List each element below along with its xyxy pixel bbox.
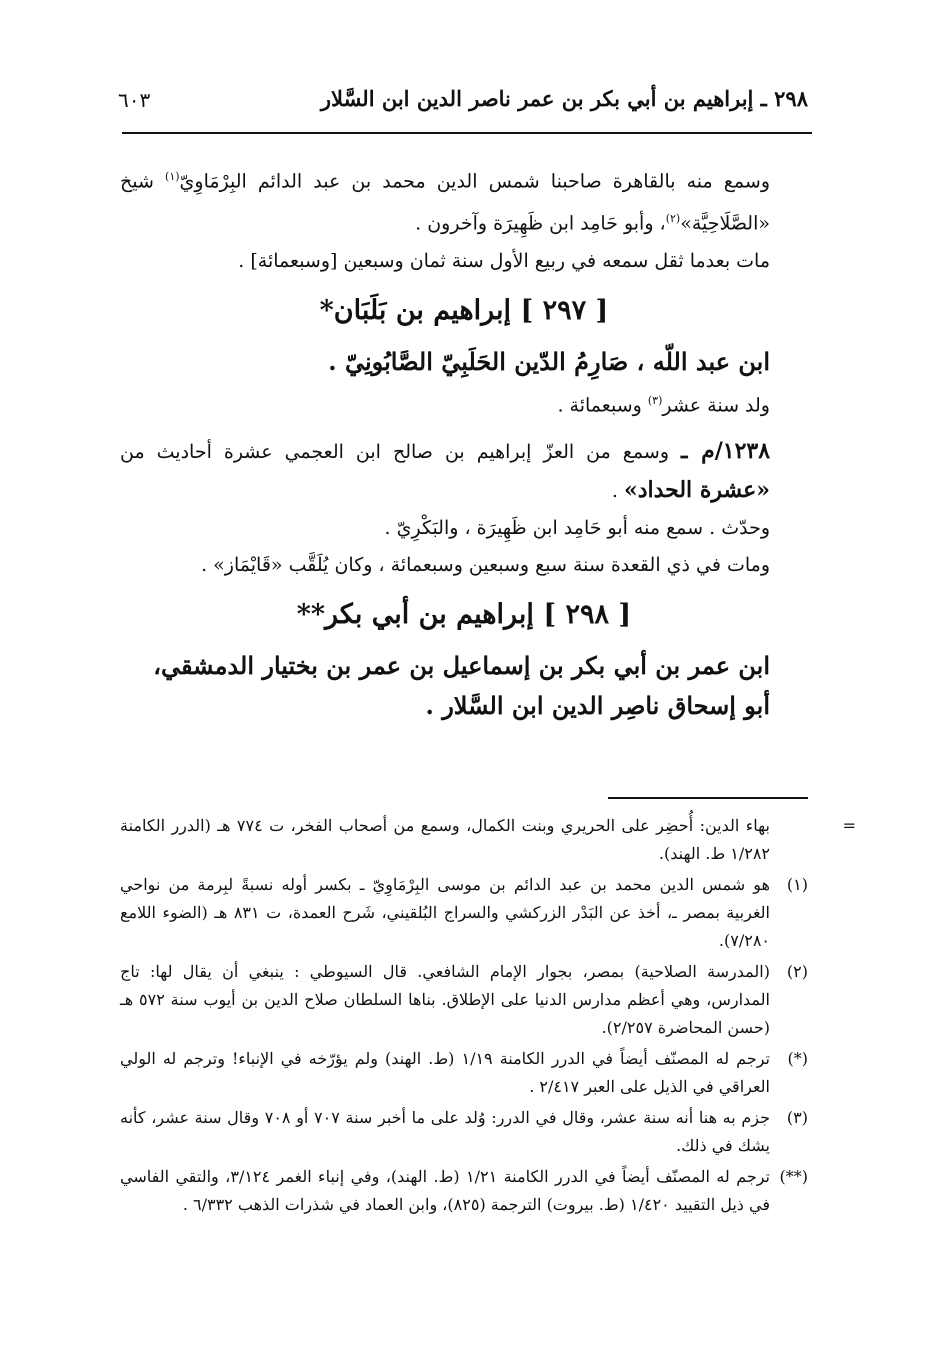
continuation-mark: =: [842, 816, 856, 835]
text-run: وسبعمائة .: [557, 393, 648, 416]
text-run: شيخ «الصَّلَاحِيَّة»: [120, 170, 770, 235]
paragraph: [120, 432, 808, 510]
footnote-rule: [608, 797, 808, 799]
paragraph: ومات في ذي القعدة سنة سبع وسبعين وسبعمائة ، وكان يُلَقَّب «قَايْمَاز» .: [201, 553, 770, 576]
footnote-label: (٢): [786, 962, 808, 981]
entry-heading-297: [ ٢٩٧ ] إبراهيم بن بَلَبَان*: [319, 294, 609, 326]
year-marker: ١٢٣٨/م ـ: [681, 437, 771, 464]
footnote: [120, 1104, 808, 1160]
footnote-text: هو شمس الدين محمد بن عبد الدائم بن موسى البِرْمَاوِيّ ـ بكسر أوله نسبةً لبِرمة من نواحي الغربية بمصر ـ، أخذ عن البَدْر الزركشي والسراج البُلقيني، شَرح العمدة، ت ٨٣١ هـ (الضوء اللامع ٧/٢٨٠).: [120, 875, 770, 950]
header-rule: [122, 132, 812, 134]
footnote-label: (**): [779, 1167, 808, 1186]
paragraph: [120, 158, 808, 243]
entry-lead-298: ابن عمر بن أبي بكر بن إسماعيل بن عمر بن بختيار الدمشقي، أبو إسحاق ناصِر الدين ابن السَّلار .: [153, 650, 770, 720]
footnote: [120, 871, 808, 955]
footnote: [120, 812, 856, 868]
footnote-text: بهاء الدين: أُحضِر على الحريري وبنت الكمال، وسمع من أصحاب الفخر، ت ٧٧٤ هـ (الدرر الكامنة ١/٢٨٢ ط. الهند).: [120, 816, 771, 863]
page-number: ٦٠٣: [118, 88, 151, 112]
entry-lead-297: ابن عبد اللّه ، صَارِمُ الدّين الحَلَبِيّ الصَّابُونِيّ .: [328, 346, 770, 376]
text-run: ، وأبو حَامِد ابن ظَهِيرَة وآخرون .: [415, 212, 666, 235]
footnote: [120, 1163, 808, 1219]
main-text: [120, 158, 808, 726]
footnote-text: (المدرسة الصلاحية) بمصر، بجوار الإمام الشافعي. قال السيوطي : ينبغي أن يقال لها: تاج المدارس، وهي أعظم مدارس الدنيا على الإطلاق. بناها السلطان صلاح الدين بن أيوب سنة ٥٧٢ هـ (حسن المحاضرة ٢/٢٥٧).: [120, 962, 770, 1037]
footnote-text: ترجم له المصنّف أيضاً في الدرر الكامنة ١/١٩ (ط. الهند) ولم يؤرّخه في الإنباء! وترجم له الولي العراقي في الذيل على العبر ٢/٤١٧ .: [120, 1049, 770, 1096]
footnote: [120, 958, 808, 1042]
footnote-label: (٣): [786, 1108, 808, 1127]
footnote-text: ترجم له المصنّف أيضاً في الدرر الكامنة ١/٢١ (ط. الهند)، وفي إنباء الغمر ٣/١٢٤، والتقي الفاسي في ذيل التقييد ١/٤٢٠ (ط. بيروت) الترجمة (٨٢٥)، وابن العماد في شذرات الذهب ٦/٣٣٢ .: [120, 1167, 771, 1214]
running-head: ٢٩٨ ـ إبراهيم بن أبي بكر بن عمر ناصر الدين ابن السَّلار: [320, 86, 808, 111]
entry-heading-298: [ ٢٩٨ ] إبراهيم بن أبي بكر**: [296, 598, 632, 630]
footnotes: [120, 812, 856, 1222]
footnote-label: (*): [787, 1049, 808, 1068]
text-run: وسمع من العزّ إبراهيم بن صالح ابن العجمي عشرة أحاديث من: [120, 440, 682, 463]
footnote-ref: (١): [165, 170, 180, 183]
footnote: [120, 1045, 808, 1101]
footnote-text: جزم به هنا أنه سنة عشر، وقال في الدرر: وُلد على ما أخبر سنة ٧٠٧ أو ٧٠٨ وقال سنة عشر، كأنه يشك في ذلك.: [120, 1108, 771, 1155]
footnote-ref: (٢): [665, 212, 681, 226]
bold-title: «عشرة الحداد»: [623, 476, 770, 503]
paragraph: وحدّث . سمع منه أبو حَامِد ابن ظَهِيرَة ، والبَكْرِيّ .: [384, 516, 770, 539]
footnote-ref: (٣): [647, 393, 663, 407]
birth-line: [120, 382, 808, 424]
text-run: ولد سنة عشر: [662, 393, 770, 416]
page-header: [118, 86, 808, 126]
text-run: وسمع منه بالقاهرة صاحبنا شمس الدين محمد بن عبد الدائم البِرْمَاوِيّ: [179, 170, 770, 193]
paragraph: مات بعدما ثقل سمعه في ربيع الأول سنة ثمان وسبعين [وسبعمائة] .: [238, 249, 770, 272]
footnote-label: (١): [786, 875, 808, 894]
text-run: .: [611, 479, 624, 502]
